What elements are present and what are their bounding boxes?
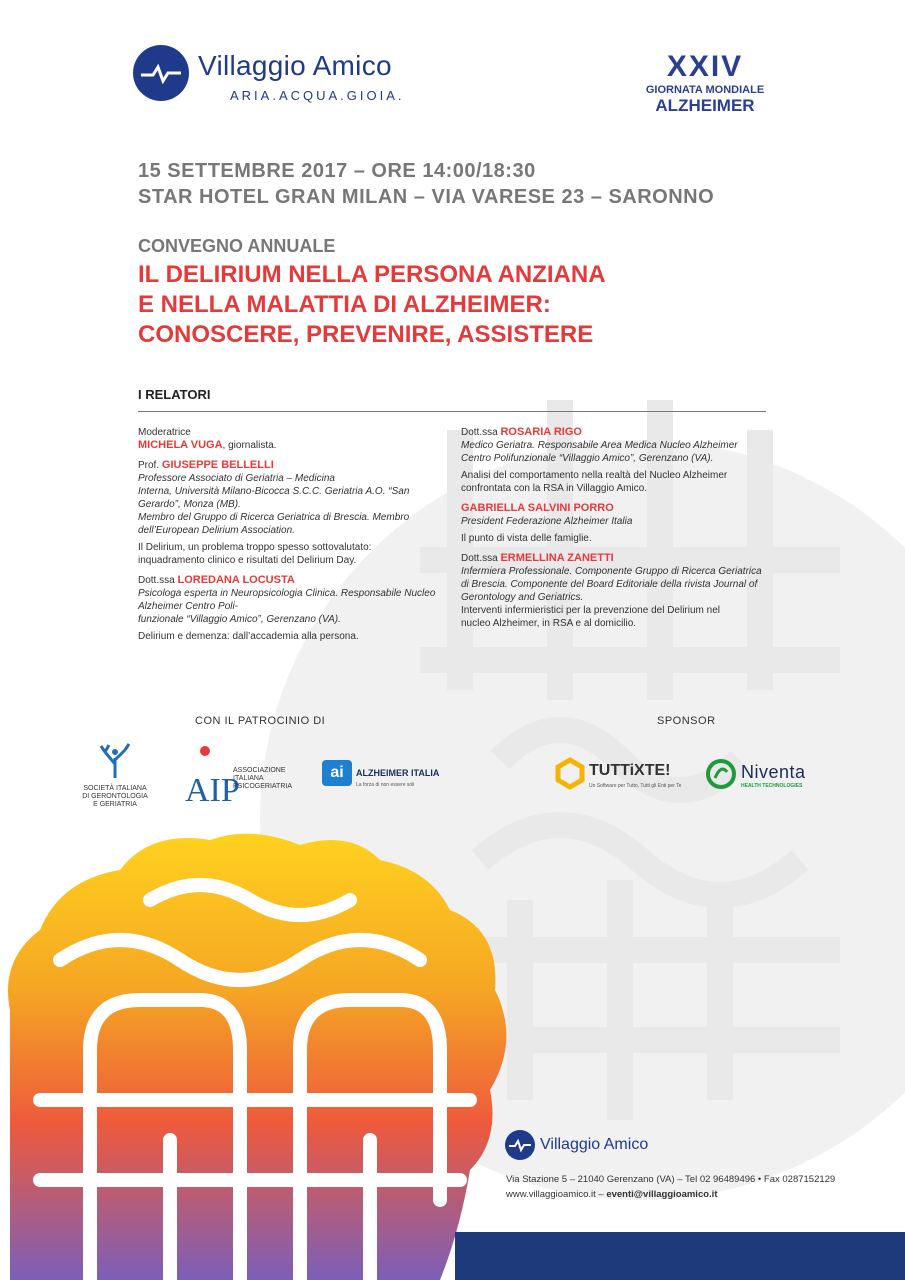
niventa-swirl-icon [705,758,737,790]
heartbeat-icon [133,45,189,101]
speakers-left-column [138,426,438,643]
speaker-bio: Medico Geriatra. Responsabile Area Medica Nucleo Alzheimer [461,440,738,451]
speaker-line [461,426,771,439]
brand-tagline: ARIA.ACQUA.GIOIA. [230,88,405,103]
speaker-name: ERMELLINA ZANETTI [500,552,614,564]
moderator-role: Moderatrice [138,427,191,438]
moderator-suffix: , giornalista. [222,440,277,451]
speaker-bio: Interna, Università Milano-Bicocca S.C.C. Geriatria A.O. “San [138,486,410,497]
talk-title: inquadramento clinico e risultati del Delirium Day. [138,555,357,566]
speaker-line [138,574,438,587]
speaker-name: MICHELA VUGA [138,439,223,451]
event-badge [630,50,780,116]
footer-contacts [506,1187,717,1202]
alz-name: ALZHEIMER ITALIA [356,768,440,778]
footer-logo [505,1130,535,1160]
alzheimer-italia-logo [322,760,452,800]
talk-title: confrontata con la RSA in Villaggio Amico. [461,483,648,494]
speaker-name: ROSARIA RIGO [500,426,582,438]
talk-title: Analisi del comportamento nella realtà del Nucleo Alzheimer [461,470,728,481]
aip-text: ITALIANA [233,775,264,782]
speaker-prefix: Dott.ssa [461,427,498,438]
talk-title: Il Delirium, un problema troppo spesso sottovalutato: [138,542,372,553]
niventa-name: Niventa [741,762,806,782]
event-kind: CONVEGNO ANNUALE [138,236,336,256]
title-line: CONOSCERE, PREVENIRE, ASSISTERE [138,321,594,348]
heartbeat-icon [505,1130,535,1160]
sigg-logo [80,742,150,809]
speaker-bio: di Brescia. Componente del Board Editoriale della rivista Journal of [461,579,758,590]
brain-illustration [8,834,506,1280]
speakers-heading: I RELATORI [138,387,211,402]
sigg-text: DI GERONTOLOGIA [82,793,148,800]
brand-name: Villaggio Amico [198,50,392,81]
sigg-text: E GERIATRIA [93,801,137,808]
speaker-bio: funzionale “Villaggio Amico”, Gerenzano (VA). [138,614,341,625]
aip-text-block [233,767,292,791]
speaker-bio: dell’European Delirium Association. [138,525,295,536]
brand-logo [133,45,189,101]
footer-email-link[interactable]: eventi@villaggioamico.it [606,1189,718,1200]
speaker-name: GABRIELLA SALVINI PORRO [461,502,614,514]
aip-mark-text: AIP [185,772,240,809]
badge-line1: GIORNATA MONDIALE [645,84,765,96]
moderator-line [138,439,438,452]
speaker-name: GIUSEPPE BELLELLI [161,459,274,471]
footer-web-link[interactable]: www.villaggioamico.it – [506,1189,607,1200]
sigg-tree-icon [95,742,135,780]
speaker-bio: Gerontology and Geriatrics. [461,592,584,603]
badge-line2: ALZHEIMER [655,96,755,115]
speaker-bio: Gerardo”, Monza (MB). [138,499,241,510]
speaker-prefix: Prof. [138,460,160,471]
speaker-line [461,552,771,565]
speaker-bio: Centro Polifunzionale “Villaggio Amico”, Gerenzano (VA). [461,453,714,464]
tuttixte-name: TUTTiXTE! [589,762,671,779]
bottom-bar [455,1232,905,1280]
event-venue: STAR HOTEL GRAN MILAN – VIA VARESE 23 – SARONNO [138,186,715,208]
tuttixte-logo [555,758,685,798]
speaker-bio: Psicologa esperta in Neuropsicologia Clinica. Responsabile Nucleo [138,588,436,599]
badge-number: XXIV [666,50,744,83]
niventa-sub: HEALTH TECHNOLOGIES [741,783,803,789]
speaker-bio: President Federazione Alzheimer Italia [461,516,633,527]
aip-logo [183,745,293,809]
talk-title: Il punto di vista delle famiglie. [461,533,592,544]
ai-mark-icon: ai [322,760,352,786]
speaker-line [138,459,438,472]
hexagon-icon [555,758,585,788]
sponsor-label: SPONSOR [657,715,716,727]
talk-title: Interventi infermieristici per la prevenzione del Delirium nel [461,605,720,616]
talk-title: Delirium e demenza: dall’accademia alla persona. [138,631,359,642]
talk-title: nucleo Alzheimer, in RSA e al domicilio. [461,618,637,629]
patronage-label: CON IL PATROCINIO DI [195,715,326,727]
aip-text: ASSOCIAZIONE [233,767,286,774]
tuttixte-sub: Un Software per Tutto, Tutti gli Enti per Te [589,783,682,789]
aip-text: PSICOGERIATRIA [233,783,292,790]
speaker-name: LOREDANA LOCUSTA [177,574,295,586]
speakers-right-column [461,426,771,630]
footer-address: Via Stazione 5 – 21040 Gerenzano (VA) – Tel 02 96489496 • Fax 0287152129 [506,1174,836,1185]
event-date: 15 SETTEMBRE 2017 – ORE 14:00/18:30 [138,160,536,182]
speaker-line [461,502,771,515]
speaker-bio: Infermiera Professionale. Componente Gruppo di Ricerca Geriatrica [461,566,762,577]
divider [138,411,766,412]
footer-brand: Villaggio Amico [540,1136,649,1153]
alz-sub: La forza di non essere soli [356,782,415,788]
speaker-bio: Alzheimer Centro Poli- [138,601,239,612]
speaker-prefix: Dott.ssa [138,575,175,586]
event-title [138,260,606,350]
title-line: E NELLA MALATTIA DI ALZHEIMER: [138,291,551,318]
speaker-bio: Professore Associato di Geriatria – Medicina [138,473,335,484]
title-line: IL DELIRIUM NELLA PERSONA ANZIANA [138,261,606,288]
speaker-prefix: Dott.ssa [461,553,498,564]
niventa-logo [705,758,825,798]
aip-mark-icon [183,745,240,809]
sigg-text: SOCIETÀ ITALIANA [83,785,147,792]
speaker-bio: Membro del Gruppo di Ricerca Geriatrica di Brescia. Membro [138,512,410,523]
